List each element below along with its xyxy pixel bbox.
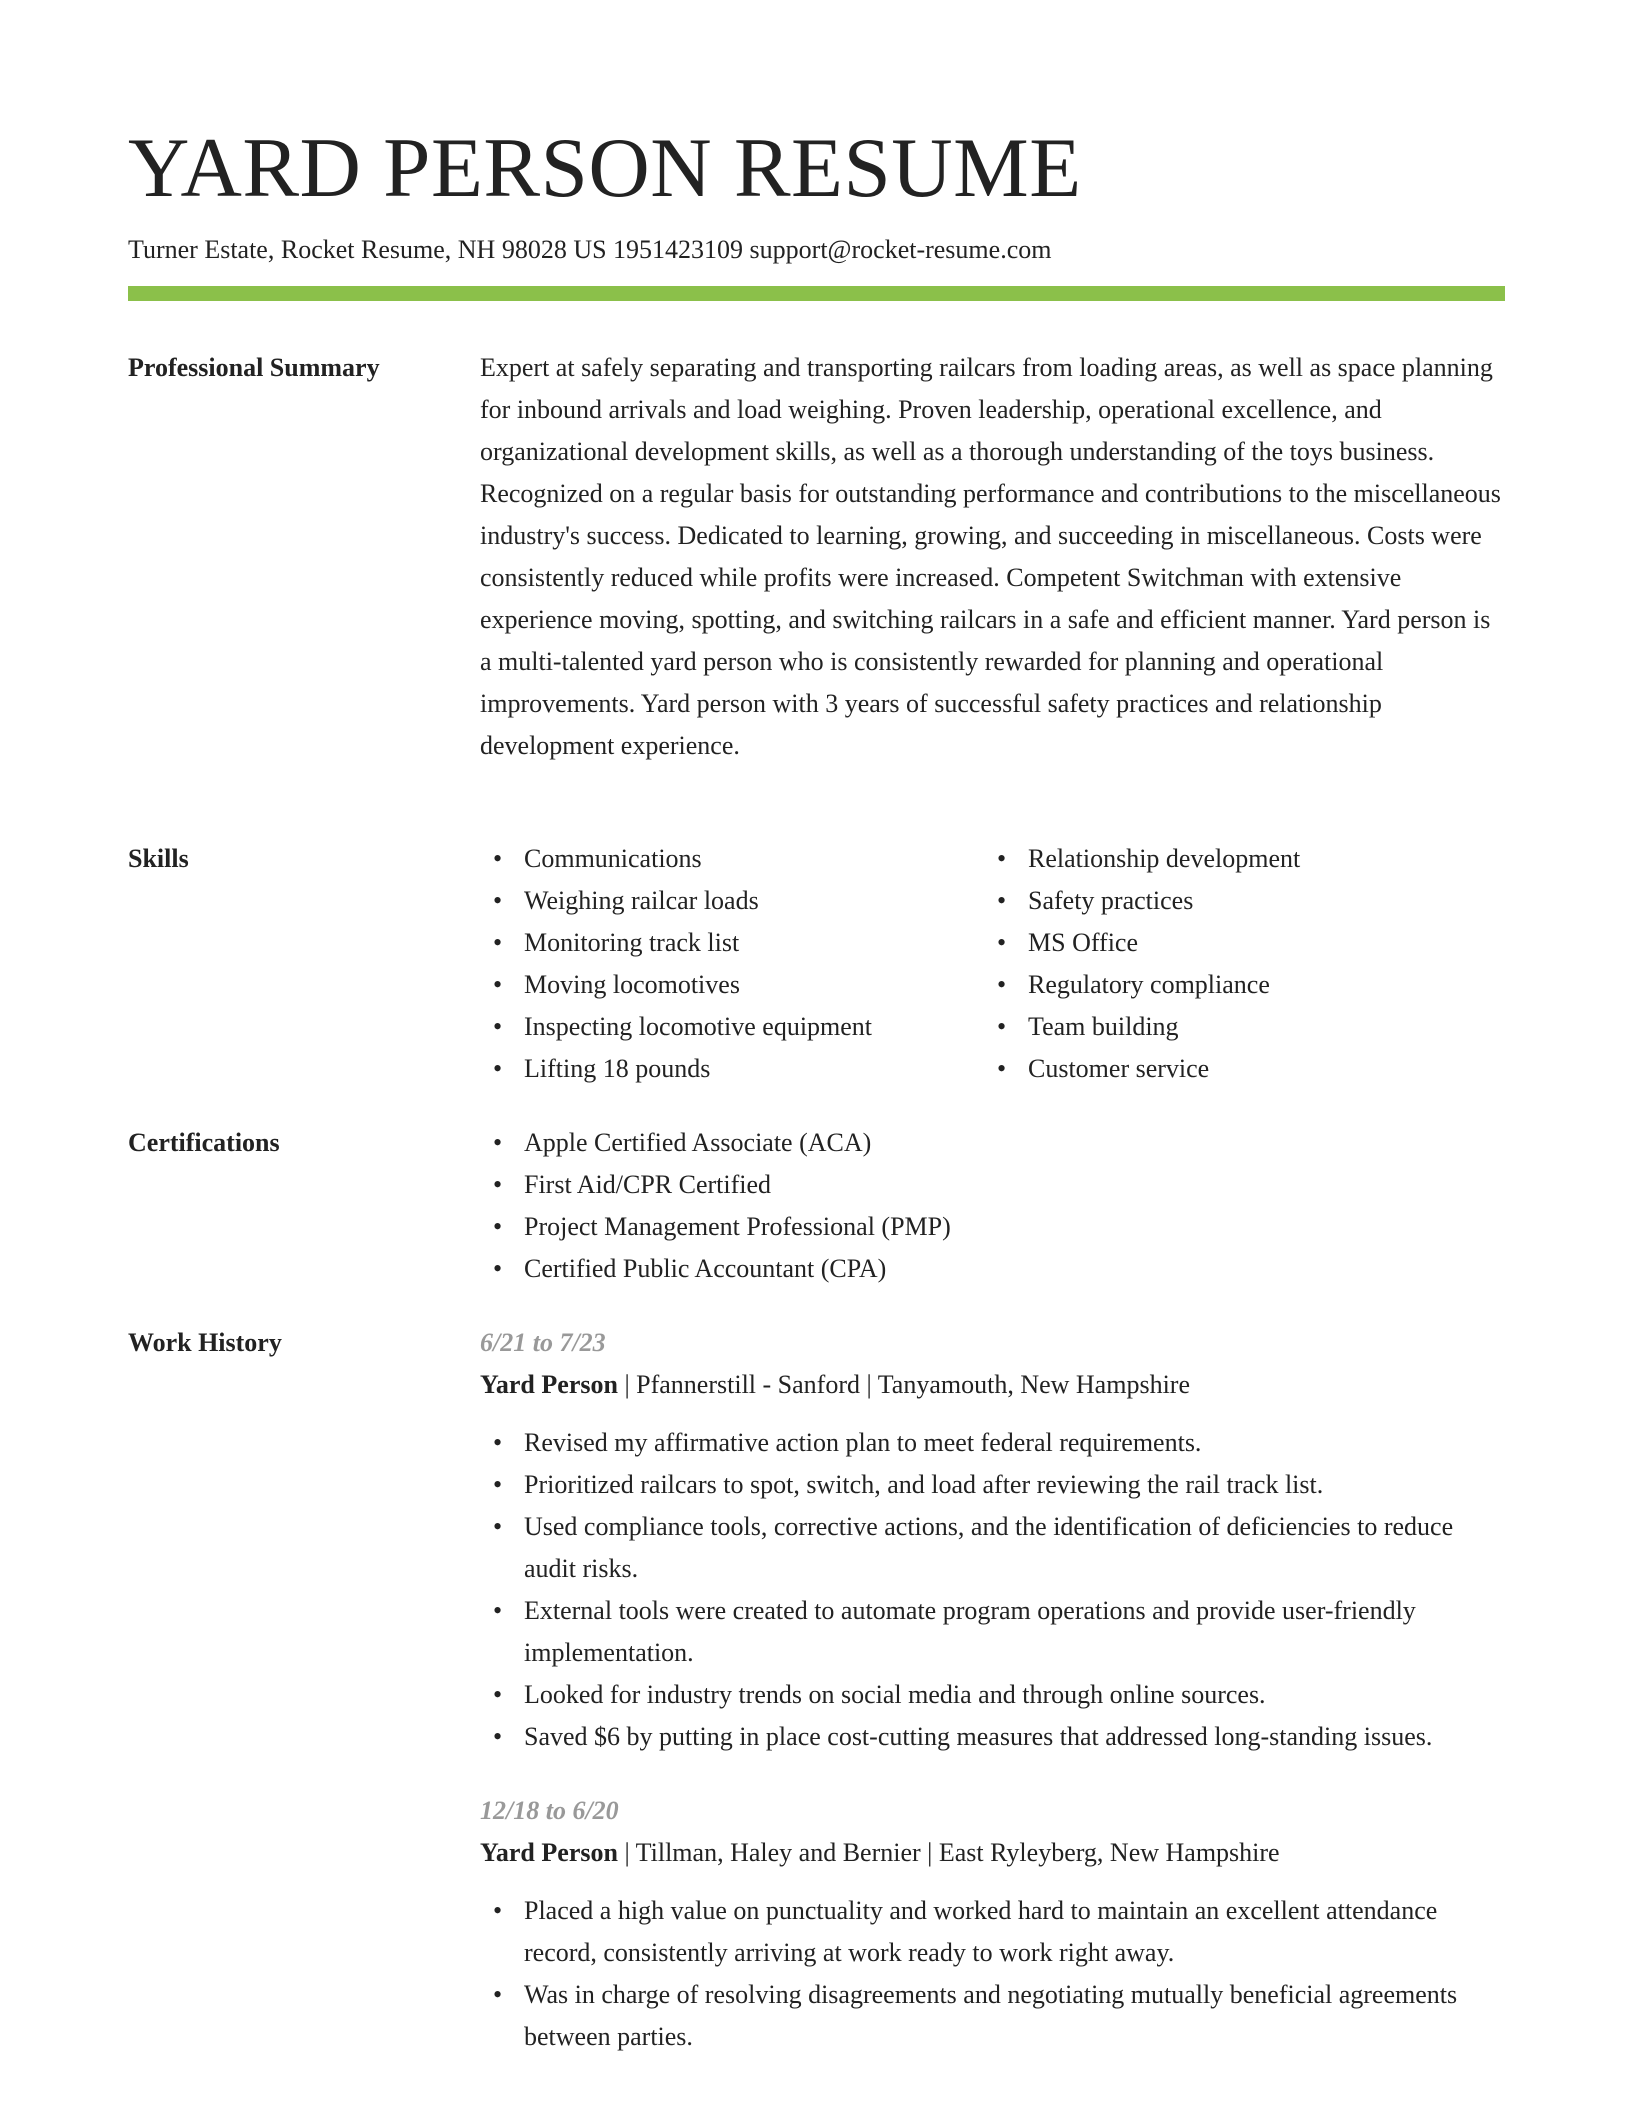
- certifications-label: Certifications: [128, 1128, 280, 1157]
- job-duty: • Saved $6 by putting in place cost-cutting measures that addressed long-standing issues.: [480, 1716, 1505, 1758]
- job-employer-location: | Tillman, Haley and Bernier | East Ryleyberg, New Hampshire: [617, 1838, 1280, 1867]
- certification-item: • Apple Certified Associate (ACA): [480, 1122, 1505, 1164]
- certification-item: • Project Management Professional (PMP): [480, 1206, 1505, 1248]
- skill-item: • Inspecting locomotive equipment: [480, 1006, 984, 1048]
- accent-divider: [128, 286, 1505, 301]
- job-duty: • Was in charge of resolving disagreements and negotiating mutually beneficial agreements between parties.: [480, 1974, 1505, 2058]
- job-duty: • External tools were created to automate program operations and provide user-friendly implementation.: [480, 1590, 1505, 1674]
- summary-label: Professional Summary: [128, 353, 380, 382]
- contact-line: Turner Estate, Rocket Resume, NH 98028 US 1951423109 support@rocket-resume.com: [128, 235, 1052, 264]
- skill-item: • MS Office: [984, 922, 1488, 964]
- skill-item: • Team building: [984, 1006, 1488, 1048]
- skill-item: • Lifting 18 pounds: [480, 1048, 984, 1090]
- skill-item: • Safety practices: [984, 880, 1488, 922]
- skill-item: • Communications: [480, 838, 984, 880]
- skill-item: • Monitoring track list: [480, 922, 984, 964]
- skills-columns: [480, 838, 1505, 1090]
- work-history-body: [480, 1322, 1505, 2058]
- skill-item: • Relationship development: [984, 838, 1488, 880]
- job-duty: • Looked for industry trends on social media and through online sources.: [480, 1674, 1505, 1716]
- job-duty: • Used compliance tools, corrective actions, and the identification of deficiencies to reduce audit risks.: [480, 1506, 1505, 1590]
- job-entry: [480, 1322, 1505, 1758]
- summary-text: Expert at safely separating and transporting railcars from loading areas, as well as space planning for inbound arrivals and load weighing. Proven leadership, operational excellence, and organizational development skills, as well as a thorough understanding of the toys business. Recognized on a regular basis for outstanding performance and contributions to the miscellaneous industry's success. Dedicated to learning, growing, and succeeding in miscellaneous. Costs were consistently reduced while profits were increased. Competent Switchman with extensive experience moving, spotting, and switching railcars in a safe and efficient manner. Yard person is a multi-talented yard person who is consistently rewarded for planning and operational improvements. Yard person with 3 years of successful safety practices and relationship development experience.: [480, 353, 1501, 760]
- certifications-body: [480, 1122, 1505, 1290]
- skills-list-left: [480, 838, 984, 1090]
- skill-item: • Regulatory compliance: [984, 964, 1488, 1006]
- job-duty: • Prioritized railcars to spot, switch, and load after reviewing the rail track list.: [480, 1464, 1505, 1506]
- job-heading: [480, 1832, 1505, 1874]
- job-duties-list: [480, 1890, 1505, 2058]
- job-entry: [480, 1790, 1505, 2058]
- certification-item: • Certified Public Accountant (CPA): [480, 1248, 1505, 1290]
- job-dates: 6/21 to 7/23: [480, 1328, 606, 1357]
- resume-title: YARD PERSON RESUME: [128, 121, 1082, 215]
- job-duties-list: [480, 1422, 1505, 1758]
- job-employer-location: | Pfannerstill - Sanford | Tanyamouth, New Hampshire: [617, 1370, 1190, 1399]
- job-duty: • Placed a high value on punctuality and worked hard to maintain an excellent attendance record, consistently arriving at work ready to work right away.: [480, 1890, 1505, 1974]
- job-heading: [480, 1364, 1505, 1406]
- skill-item: • Moving locomotives: [480, 964, 984, 1006]
- certification-item: • First Aid/CPR Certified: [480, 1164, 1505, 1206]
- job-duty: • Revised my affirmative action plan to meet federal requirements.: [480, 1422, 1505, 1464]
- skills-label: Skills: [128, 844, 189, 873]
- skill-item: • Weighing railcar loads: [480, 880, 984, 922]
- work-history-label: Work History: [128, 1328, 282, 1357]
- job-title: Yard Person: [480, 1370, 618, 1399]
- job-title: Yard Person: [480, 1838, 618, 1867]
- skills-list-right: [984, 838, 1488, 1090]
- job-dates: 12/18 to 6/20: [480, 1796, 619, 1825]
- skill-item: • Customer service: [984, 1048, 1488, 1090]
- certifications-list: [480, 1122, 1505, 1290]
